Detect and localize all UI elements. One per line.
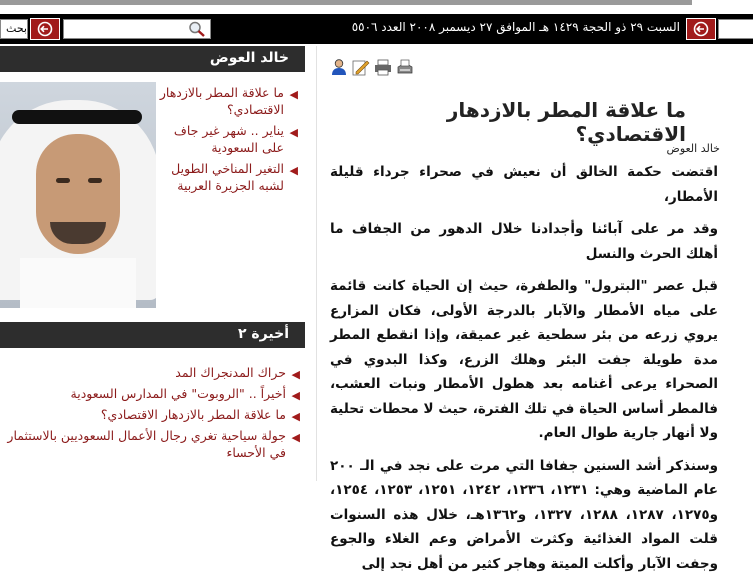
photo-thobe — [20, 258, 136, 308]
edit-icon[interactable] — [352, 58, 370, 76]
article-author[interactable]: خالد العوض — [666, 142, 720, 155]
latest-heading — [0, 322, 305, 348]
bullet-icon: ◀ — [291, 389, 300, 402]
go-arrow-icon — [37, 21, 53, 37]
search-icon — [188, 21, 206, 37]
columnist-heading — [0, 46, 305, 72]
columnist-link[interactable]: يناير .. شهر غير جاف على السعودية — [173, 123, 284, 155]
list-item[interactable] — [158, 160, 298, 194]
columnist-links — [158, 84, 298, 198]
article-tools — [330, 58, 420, 80]
article-paragraph: وقد مر على آبائنا وأجدادنا خلال الدهور من الجفاف ما أهلك الحرث والنسل — [330, 221, 718, 262]
list-item[interactable] — [0, 406, 300, 423]
top-strip-bar — [0, 0, 692, 5]
article-paragraph: اقتضت حكمة الخالق أن نعيش في صحراء جرداء قليلة الأمطار، — [330, 164, 718, 205]
photo-eye-right — [88, 178, 102, 183]
latest-link[interactable]: أخيراً .. "الروبوت" في المدارس السعودية — [70, 386, 286, 401]
columnist-photo — [0, 82, 156, 308]
top-strip — [0, 0, 753, 14]
nav-go-button[interactable] — [686, 18, 716, 40]
bullet-icon: ◀ — [289, 126, 298, 139]
photo-agal — [12, 110, 142, 124]
article-title: ما علاقة المطر بالازدهار الاقتصادي؟ — [446, 98, 686, 146]
list-item[interactable] — [158, 84, 298, 118]
bullet-icon: ◀ — [289, 88, 298, 101]
go-arrow-icon — [693, 21, 709, 37]
photo-eye-left — [56, 178, 70, 183]
user-icon[interactable] — [330, 58, 348, 76]
columnist-link[interactable]: ما علاقة المطر بالازدهار الاقتصادي؟ — [159, 85, 284, 117]
bullet-icon: ◀ — [291, 431, 300, 444]
search-input[interactable] — [63, 19, 211, 39]
column-divider — [316, 46, 317, 481]
date-issue-line: السبت ٢٩ ذو الحجة ١٤٢٩ هـ الموافق ٢٧ ديسمبر ٢٠٠٨ العدد ٥٥٠٦ — [351, 20, 680, 34]
list-item[interactable] — [0, 427, 300, 461]
latest-link[interactable]: حراك المدنجراك المد — [175, 365, 286, 380]
bullet-icon: ◀ — [291, 410, 300, 423]
search-go-button[interactable] — [30, 18, 60, 40]
list-item[interactable] — [0, 364, 300, 381]
columnist-link[interactable]: التغير المناخي الطويل لشبه الجزيرة العربية — [171, 161, 284, 193]
article-body — [330, 160, 718, 584]
top-input[interactable] — [718, 19, 753, 39]
latest-title: أخيرة ٢ — [238, 326, 289, 342]
search-button-text[interactable]: بحث — [0, 19, 28, 39]
list-item[interactable] — [158, 122, 298, 156]
list-item[interactable] — [0, 385, 300, 402]
print-icon[interactable] — [374, 58, 392, 76]
bullet-icon: ◀ — [291, 368, 300, 381]
article-paragraph: قبل عصر "البترول" والطفرة، حيث إن الحياة كانت قائمة على مياه الأمطار والآبار بالدرجة الأولى، فكان المزارع يروي زرعه من بئر سطحية غير عميقة، وإذا انقطع المطر مدة طويلة جفت البئر وهلك الزرع، وكذا البدوي في الصحراء يرعى أغنامه بعد هطول الأمطار ونبات العشب، فالمطر أساس الحياة في تلك الفترة، حيث لا محطات تحلية ولا أنهار جارية طوال العام. — [330, 278, 718, 441]
latest-link[interactable]: ما علاقة المطر بالازدهار الاقتصادي؟ — [100, 407, 286, 422]
bullet-icon: ◀ — [289, 164, 298, 177]
latest-links — [0, 364, 300, 465]
columnist-name: خالد العوض — [209, 50, 289, 66]
latest-link[interactable]: جولة سياحية تغري رجال الأعمال السعوديين بالاستثمار في الأحساء — [7, 428, 286, 460]
top-bar — [0, 14, 753, 44]
printer-icon[interactable] — [396, 58, 414, 76]
article-paragraph: وسنذكر أشد السنين جفافا التي مرت على نجد في الـ ٢٠٠ عام الماضية وهي: ١٢٣١، ١٢٣٦، ١٢٤٢، ١٢٥١، ١٢٥٣، ١٢٥٤، و١٢٧٥، ١٢٨٧، ١٢٨٨، ١٣٢٧، و١٣٦٢هـ، خلال هذه السنوات قلت المواد الغذائية وكثرت الأمراض وعم الغلاء والجوع وجفت الآبار وأكلت الميتة وهاجر كثير من أهل نجد إلى — [330, 457, 718, 572]
